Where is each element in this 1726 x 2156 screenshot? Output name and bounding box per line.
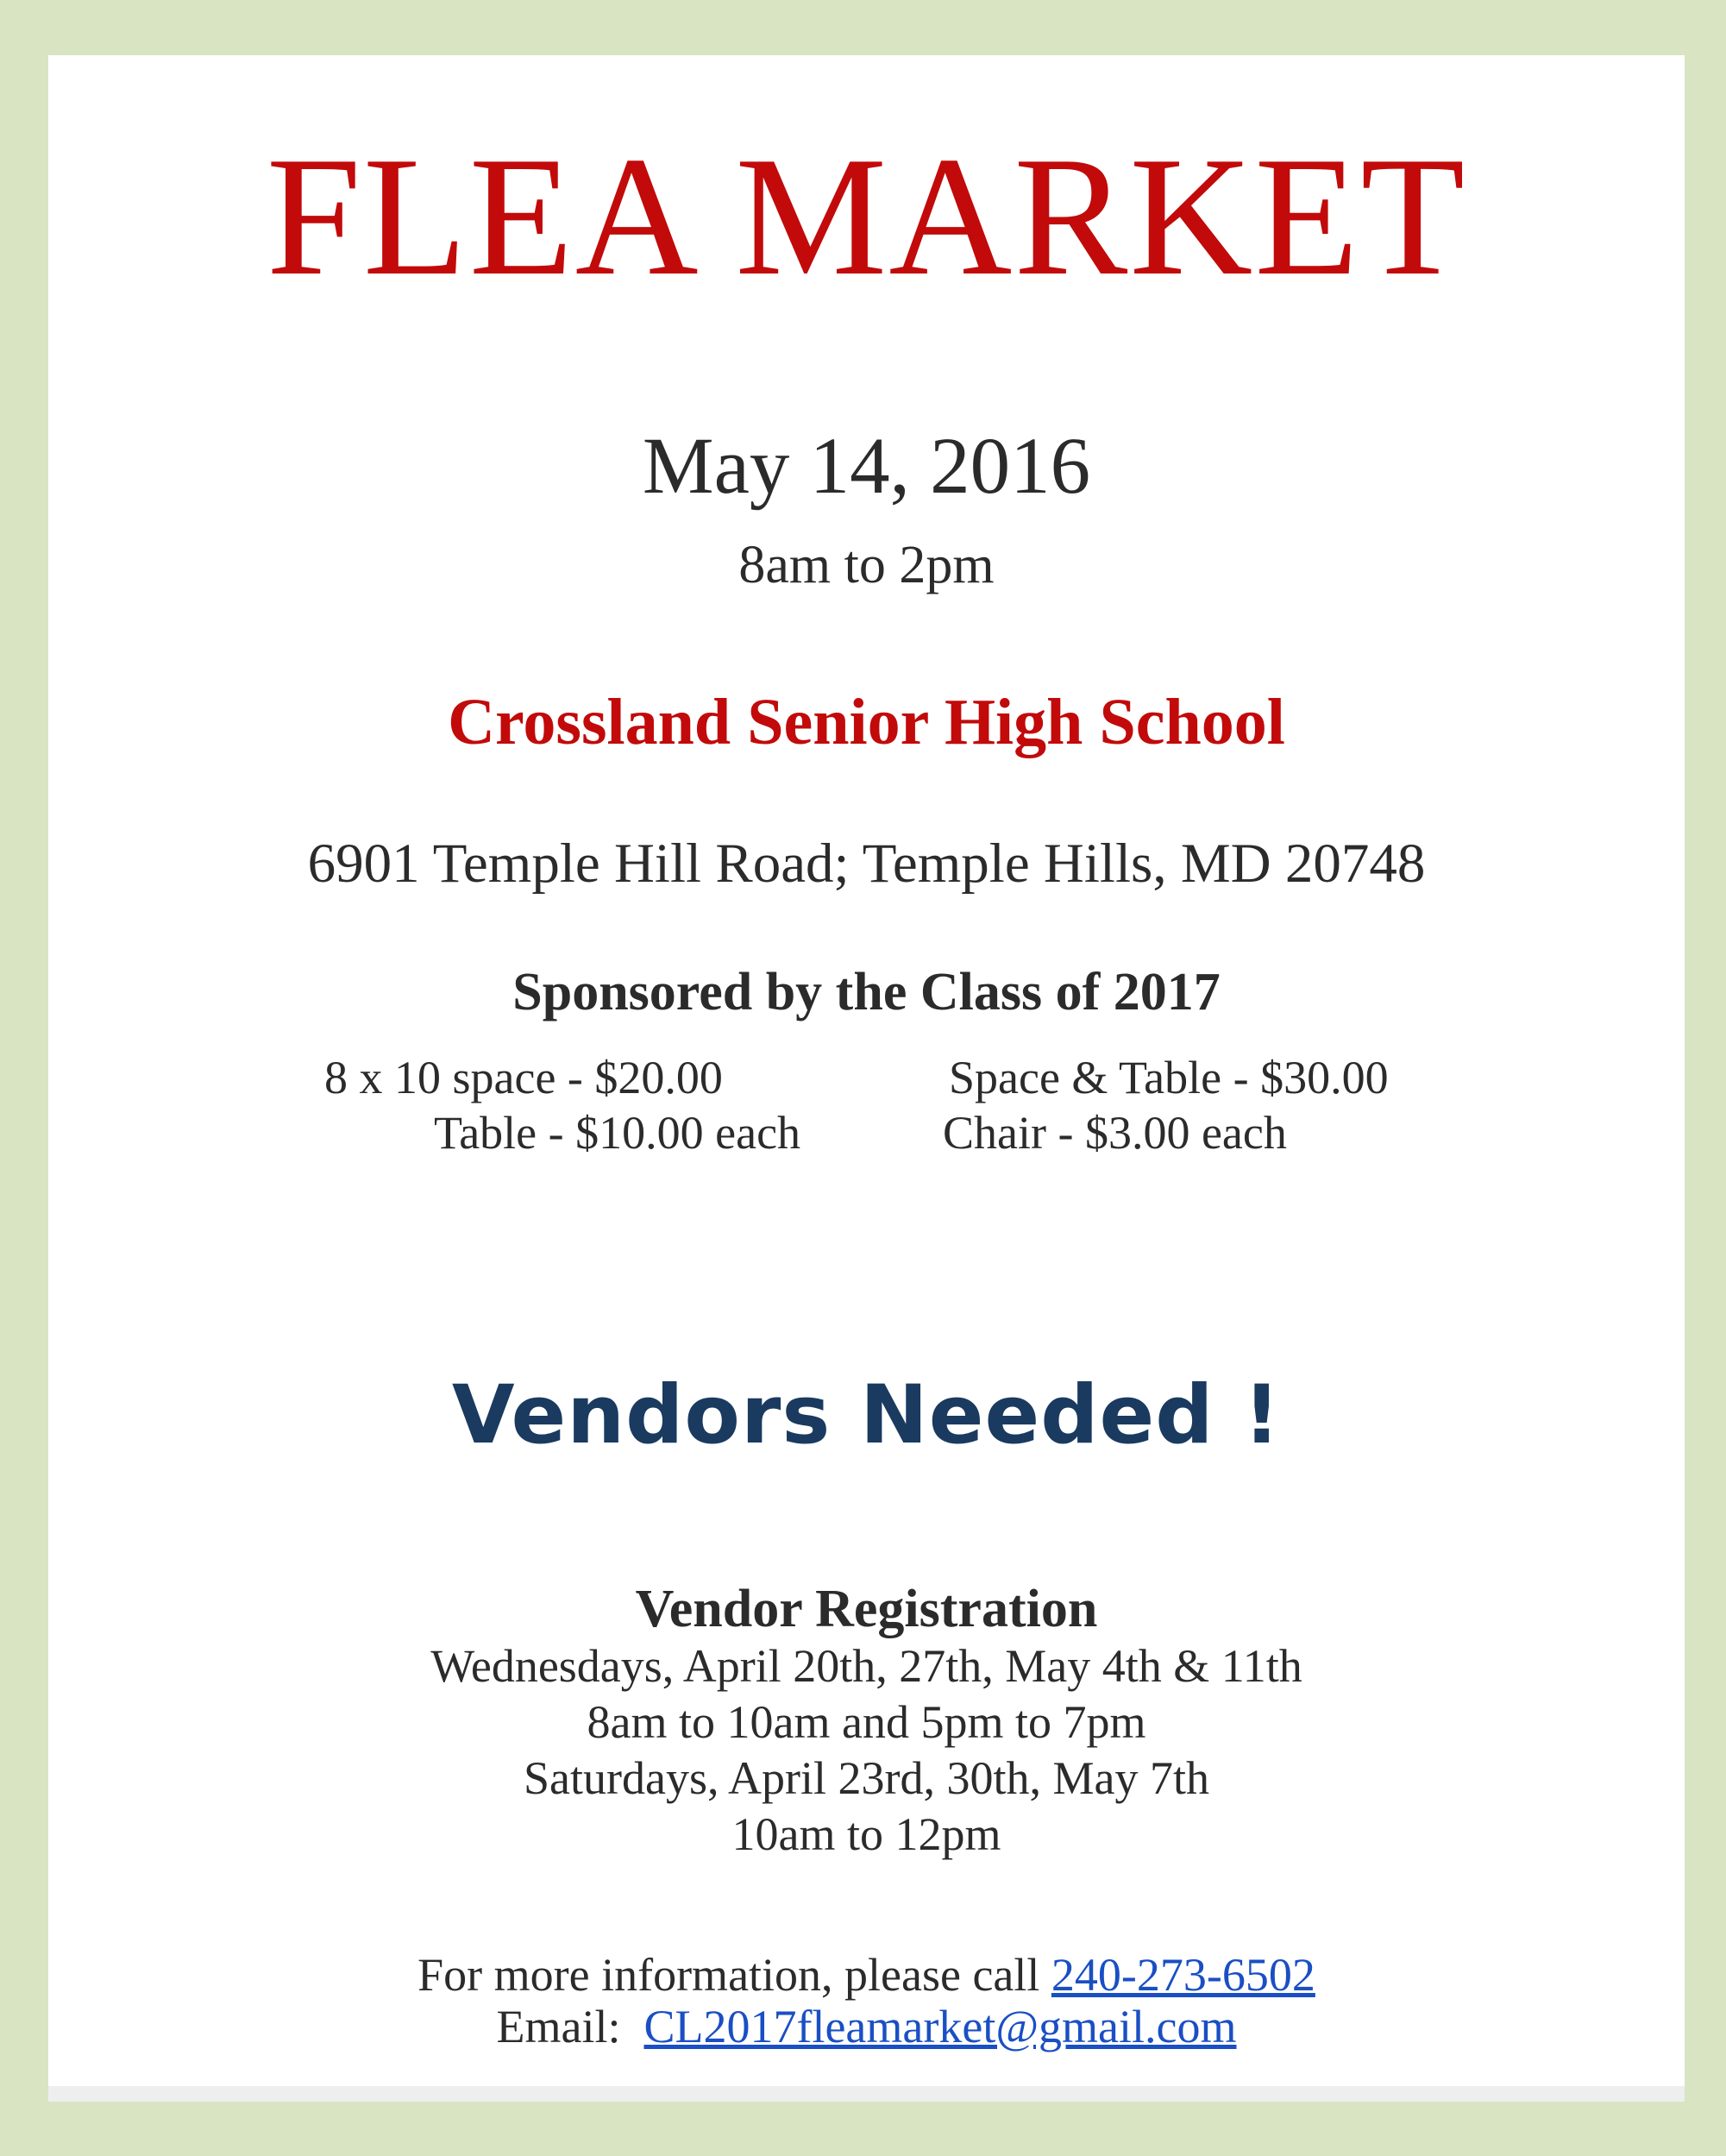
email-prefix: Email: [496, 2001, 644, 2052]
flyer-page [48, 55, 1685, 2102]
registration-line-saturdays: Saturdays, April 23rd, 30th, May 7th [524, 1752, 1209, 1804]
phone-link[interactable]: 240-273-6502 [1051, 1949, 1315, 2001]
price-table: Table - $10.00 each [434, 1107, 801, 1159]
price-chair: Chair - $3.00 each [943, 1107, 1287, 1159]
price-space: 8 x 10 space - $20.00 [324, 1052, 723, 1103]
page-bottom-edge [48, 2086, 1685, 2102]
school-address: 6901 Temple Hill Road; Temple Hills, MD 20748 [307, 833, 1426, 895]
registration-line-wednesdays: Wednesdays, April 20th, 27th, May 4th & 11th [430, 1640, 1302, 1692]
school-name: Crossland Senior High School [448, 686, 1285, 758]
vendors-needed-heading: Vendors Needed ! [451, 1368, 1282, 1462]
registration-line-wednesday-hours: 8am to 10am and 5pm to 7pm [587, 1696, 1146, 1748]
price-space-and-table: Space & Table - $30.00 [949, 1052, 1389, 1103]
registration-line-saturday-hours: 10am to 12pm [731, 1808, 1001, 1860]
event-time: 8am to 2pm [738, 536, 995, 594]
email-line [48, 2003, 1685, 2050]
email-link[interactable]: CL2017fleamarket@gmail.com [643, 2001, 1237, 2052]
flyer-title: FLEA MARKET [266, 122, 1467, 311]
event-date: May 14, 2016 [642, 422, 1091, 511]
info-prefix: For more information, please call [417, 1949, 1051, 2001]
vendor-registration-heading: Vendor Registration [635, 1580, 1098, 1638]
info-line [48, 1949, 1685, 2001]
sponsor-line: Sponsored by the Class of 2017 [512, 963, 1221, 1021]
